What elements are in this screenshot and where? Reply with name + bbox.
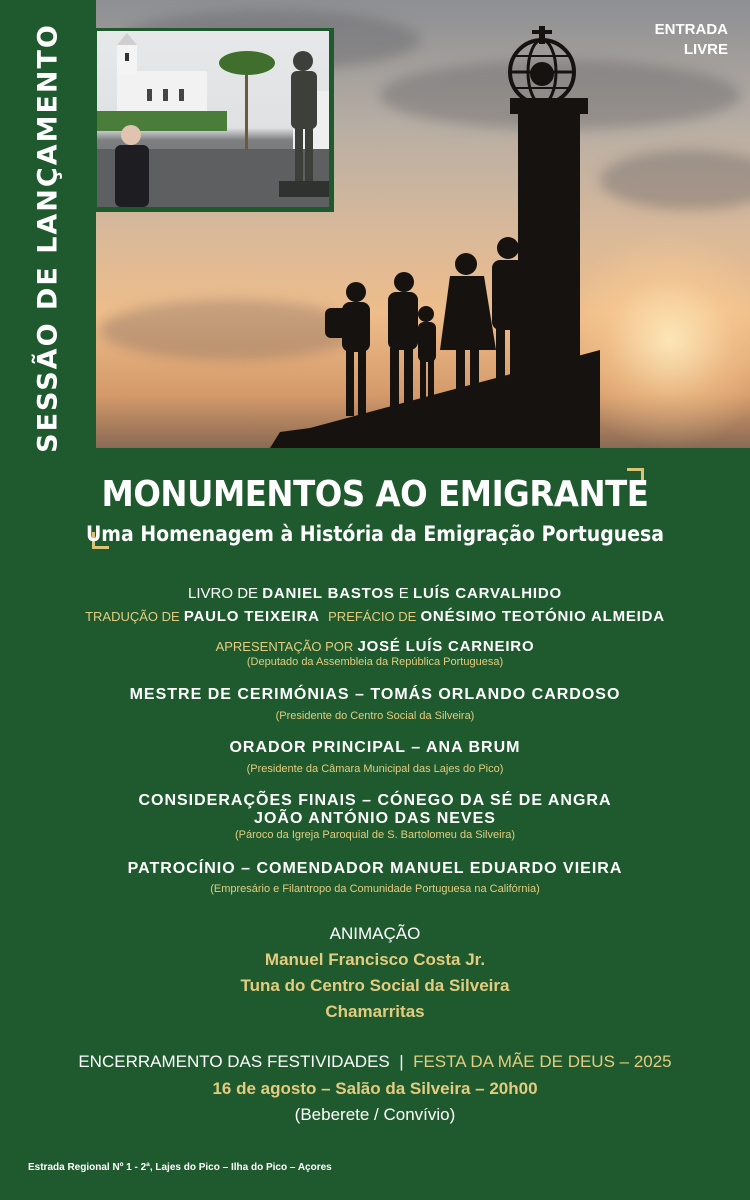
free-entry-line1: ENTRADA	[654, 21, 728, 38]
role-note-patrocinio: (Empresário e Filantropo da Comunidade Portuguesa na Califórnia)	[210, 883, 540, 895]
inset-photo-frame	[94, 28, 334, 212]
presenter-note: (Deputado da Assembleia da República Portuguesa)	[246, 656, 504, 668]
book-label: LIVRO DE	[188, 585, 259, 602]
presenter-name: JOSÉ LUÍS CARNEIRO	[357, 638, 535, 655]
role-note-mestre: (Presidente do Centro Social da Silveira)	[275, 710, 475, 722]
book-authors-line	[0, 585, 750, 602]
role-title-mestre: MESTRE DE CERIMÓNIAS – TOMÁS ORLANDO CARDOSO	[129, 686, 621, 703]
footer-address: Estrada Regional Nº 1 - 2ª, Lajes do Pico – Ilha do Pico – Açores	[28, 1162, 332, 1173]
animation-item: Manuel Francisco Costa Jr.	[264, 950, 486, 969]
role-title-consideracoes-2: JOÃO ANTÓNIO DAS NEVES	[254, 810, 496, 827]
free-entry-line2: LIVRE	[683, 41, 728, 58]
church-and-statue-scene	[97, 31, 329, 207]
preface-author: ONÉSIMO TEOTÓNIO ALMEIDA	[420, 608, 665, 625]
closing-encerramento: ENCERRAMENTO DAS FESTIVIDADES	[78, 1052, 390, 1071]
animation-item: Tuna do Centro Social da Silveira	[240, 976, 510, 995]
author-2: LUÍS CARVALHIDO	[412, 585, 562, 602]
translation-label: TRADUÇÃO DE	[85, 609, 180, 624]
author-1: DANIEL BASTOS	[262, 585, 395, 602]
free-entry-label	[655, 20, 728, 60]
vertical-title: SESSÃO DE LANÇAMENTO	[32, 23, 64, 453]
and-label: E	[398, 585, 409, 602]
closing-festa: FESTA DA MÃE DE DEUS – 2025	[413, 1052, 672, 1071]
inset-photo	[97, 31, 329, 207]
role-note-consideracoes: (Pároco da Igreja Paroquial de S. Bartolomeu da Silveira)	[234, 829, 516, 841]
closing-extra-text: (Beberete / Convívio)	[294, 1105, 456, 1124]
animation-heading: ANIMAÇÃO	[329, 924, 421, 943]
closing-details	[0, 1079, 750, 1099]
role-note-orador: (Presidente da Câmara Municipal das Lajes do Pico)	[246, 763, 504, 775]
role-title-orador: ORADOR PRINCIPAL – ANA BRUM	[229, 739, 521, 756]
animation-item: Chamarritas	[325, 1002, 425, 1021]
presentation-label: APRESENTAÇÃO POR	[215, 639, 354, 654]
role-title-patrocinio: PATROCÍNIO – COMENDADOR MANUEL EDUARDO VIEIRA	[127, 860, 623, 877]
closing-extra	[0, 1105, 750, 1125]
preface-label: PREFÁCIO DE	[328, 609, 417, 624]
closing-line	[0, 1052, 750, 1072]
closing-details-text: 16 de agosto – Salão da Silveira – 20h00	[212, 1079, 538, 1098]
side-strip	[0, 0, 96, 453]
translator-name: PAULO TEIXEIRA	[183, 608, 320, 625]
event-subtitle: Uma Homenagem à História da Emigração Portuguesa	[85, 522, 665, 546]
role-title-consideracoes: CONSIDERAÇÕES FINAIS – CÓNEGO DA SÉ DE ANGRA	[138, 792, 612, 809]
presentation-line	[0, 638, 750, 655]
closing-separator: |	[399, 1052, 404, 1071]
event-title: MONUMENTOS AO EMIGRANTE	[101, 474, 649, 515]
translation-preface-line	[0, 608, 750, 625]
